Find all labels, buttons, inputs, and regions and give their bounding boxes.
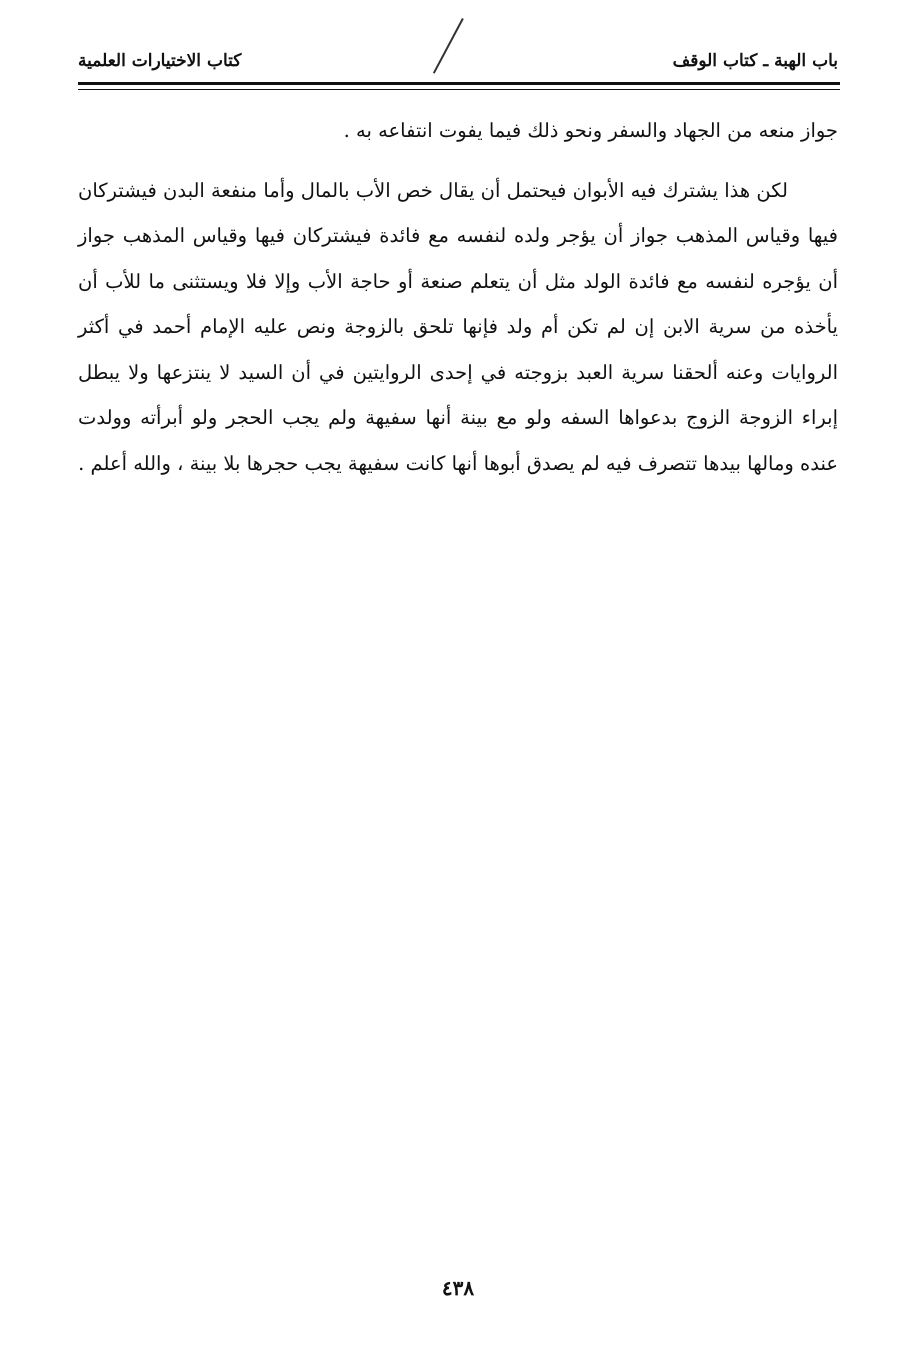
main-text <box>78 108 838 486</box>
page-number: ٤٣٨ <box>441 1276 475 1300</box>
header-rule-thin <box>78 89 840 90</box>
running-header <box>78 46 838 76</box>
book-title: كتاب الاختيارات العلمية <box>78 51 242 71</box>
paragraph-continuation: جواز منعه من الجهاد والسفر ونحو ذلك فيما يفوت انتفاعه به . <box>343 119 838 142</box>
chapter-title: باب الهبة ـ كتاب الوقف <box>672 51 838 71</box>
header-rule-thick <box>78 82 840 85</box>
paragraph-main: لكن هذا يشترك فيه الأبوان فيحتمل أن يقال خص الأب بالمال وأما منفعة البدن فيشتركان فيها وقياس المذهب جواز أن يؤجر ولده لنفسه مع فائدة فيشتركان فيها وقياس المذهب جواز أن يؤجره لنفسه مع فائدة الولد مثل أن يتعلم صنعة أو حاجة الأب وإلا فلا ويستثنى ما للأب أن يأخذه من سرية الابن إن لم تكن أم ولد فإنها تلحق بالزوجة ونص عليه الإمام أحمد في أكثر الروايات وعنه ألحقنا سرية العبد بزوجته في إحدى الروايتين في أن السيد لا ينتزعها ولا يبطل إبراء الزوجة الزوج بدعواها السفه ولو مع بينة أنها سفيهة ولم يجب الحجر ولو أبرأته وولدت عنده ومالها بيدها تتصرف فيه لم يصدق أبوها أنها كانت سفيهة يجب حجرها بلا بينة ، والله أعلم . <box>78 178 838 475</box>
